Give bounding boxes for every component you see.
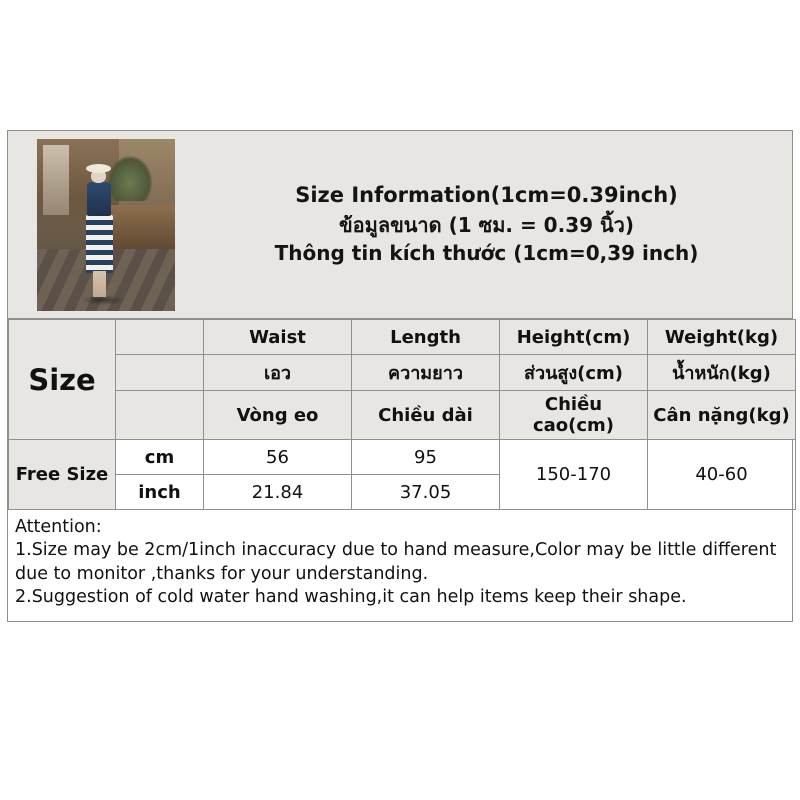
product-photo	[37, 139, 175, 311]
value-weight: 40-60	[648, 440, 796, 510]
title-line-th: ข้อมูลขนาด (1 ซม. = 0.39 นิ้ว)	[338, 213, 635, 238]
value-height: 150-170	[500, 440, 648, 510]
value-length-inch: 37.05	[352, 475, 500, 510]
table-row-header-th	[9, 355, 796, 391]
photo-window	[43, 145, 69, 215]
table-row-cm	[9, 440, 796, 475]
header-band	[8, 131, 792, 319]
col-header-waist-en: Waist	[204, 320, 352, 355]
row-label-free-size: Free Size	[9, 440, 116, 510]
attention-line-2: 2.Suggestion of cold water hand washing,it can help items keep their shape.	[15, 586, 687, 607]
size-label-cell	[9, 320, 116, 440]
photo-model-hat	[86, 164, 111, 173]
size-chart-card	[7, 130, 793, 622]
title-line-en: Size Information(1cm=0.39inch)	[295, 183, 678, 208]
title-line-vi: Thông tin kích thước (1cm=0,39 inch)	[274, 241, 699, 266]
header-unit-spacer-3	[116, 391, 204, 440]
col-header-height-vi: Chiều cao(cm)	[500, 391, 648, 440]
photo-plant	[107, 155, 153, 201]
size-table	[8, 319, 796, 510]
header-unit-spacer-1	[116, 320, 204, 355]
value-waist-cm: 56	[204, 440, 352, 475]
col-header-height-en: Height(cm)	[500, 320, 648, 355]
attention-block	[8, 510, 792, 617]
header-unit-spacer-2	[116, 355, 204, 391]
table-row-header-en	[9, 320, 796, 355]
attention-title: Attention:	[15, 517, 102, 537]
attention-line-1: 1.Size may be 2cm/1inch inaccuracy due to hand measure,Color may be little different due to monitor ,thanks for your understanding.	[15, 540, 777, 584]
product-photo-container	[8, 131, 203, 318]
size-label: Size	[28, 362, 96, 397]
col-header-waist-th: เอว	[204, 355, 352, 391]
col-header-waist-vi: Vòng eo	[204, 391, 352, 440]
photo-model-skirt	[86, 215, 113, 273]
photo-model-top	[87, 182, 111, 216]
col-header-weight-th: น้ำหนัก(kg)	[648, 355, 796, 391]
table-row-header-vi	[9, 391, 796, 440]
value-length-cm: 95	[352, 440, 500, 475]
col-header-length-en: Length	[352, 320, 500, 355]
col-header-length-th: ความยาว	[352, 355, 500, 391]
col-header-weight-vi: Cân nặng(kg)	[648, 391, 796, 440]
col-header-length-vi: Chiều dài	[352, 391, 500, 440]
unit-cell-cm: cm	[116, 440, 204, 475]
unit-cell-inch: inch	[116, 475, 204, 510]
col-header-weight-en: Weight(kg)	[648, 320, 796, 355]
photo-model-legs	[93, 271, 106, 297]
value-waist-inch: 21.84	[204, 475, 352, 510]
col-header-height-th: ส่วนสูง(cm)	[500, 355, 648, 391]
title-block	[203, 131, 792, 318]
